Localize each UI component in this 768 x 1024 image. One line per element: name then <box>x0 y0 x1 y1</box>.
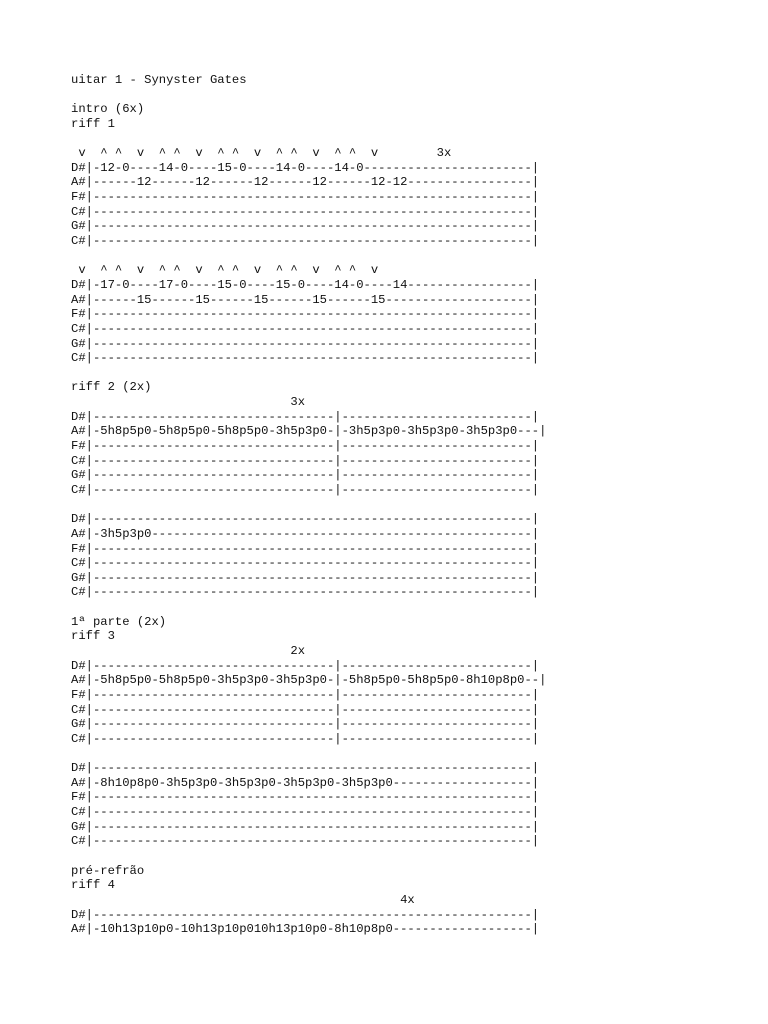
strum-pattern-line: v ^ ^ v ^ ^ v ^ ^ v ^ ^ v ^ ^ v 3x <box>71 146 452 161</box>
tab-string-line: C#|------------------------------------------------------------| <box>71 351 540 366</box>
tab-string-line: F#|------------------------------------------------------------| <box>71 541 540 556</box>
tab-string-line: F#|------------------------------------------------------------| <box>71 790 540 805</box>
tab-string-line: C#|---------------------------------|--------------------------| <box>71 702 540 717</box>
blank-line <box>71 249 751 264</box>
section-heading: intro (6x) <box>71 102 145 117</box>
tab-string-line: A#|-5h8p5p0-5h8p5p0-3h5p3p0-3h5p3p0-|-5h8p5p0-5h8p5p0-8h10p8p0--| <box>71 673 547 688</box>
tab-string-line: D#|-17-0----17-0----15-0----15-0----14-0----14-----------------| <box>71 277 540 292</box>
tab-string-line: F#|---------------------------------|--------------------------| <box>71 687 540 702</box>
tab-string-line: D#|-12-0----14-0----15-0----14-0----14-0-----------------------| <box>71 160 540 175</box>
tab-string-line: C#|------------------------------------------------------------| <box>71 556 540 571</box>
tab-string-line: D#|---------------------------------|--------------------------| <box>71 658 540 673</box>
section-heading: riff 2 (2x) <box>71 380 152 395</box>
tab-string-line: D#|------------------------------------------------------------| <box>71 907 540 922</box>
section-heading: pré-refrão <box>71 863 145 878</box>
tab-string-line: D#|---------------------------------|--------------------------| <box>71 409 540 424</box>
tab-string-line: A#|-8h10p8p0-3h5p3p0-3h5p3p0-3h5p3p0-3h5p3p0-------------------| <box>71 775 540 790</box>
tab-string-line: G#|---------------------------------|--------------------------| <box>71 717 540 732</box>
section-heading: riff 4 <box>71 878 115 893</box>
tab-string-line: C#|------------------------------------------------------------| <box>71 204 540 219</box>
tab-string-line: C#|------------------------------------------------------------| <box>71 234 540 249</box>
repeat-marker: 2x <box>71 643 306 658</box>
strum-pattern-line: v ^ ^ v ^ ^ v ^ ^ v ^ ^ v ^ ^ v <box>71 263 379 278</box>
section-heading: riff 1 <box>71 116 115 131</box>
tab-string-line: D#|------------------------------------------------------------| <box>71 761 540 776</box>
repeat-marker: 3x <box>71 395 306 410</box>
blank-line <box>71 849 751 864</box>
tab-string-line: G#|------------------------------------------------------------| <box>71 336 540 351</box>
tab-string-line: C#|------------------------------------------------------------| <box>71 834 540 849</box>
tab-string-line: C#|---------------------------------|--------------------------| <box>71 453 540 468</box>
tab-string-line: C#|---------------------------------|--------------------------| <box>71 482 540 497</box>
tab-string-line: C#|------------------------------------------------------------| <box>71 585 540 600</box>
repeat-marker: 4x <box>71 892 415 907</box>
tab-string-line: A#|-3h5p3p0----------------------------------------------------| <box>71 526 540 541</box>
blank-line <box>71 498 751 513</box>
blank-line <box>71 746 751 761</box>
section-heading: riff 3 <box>71 629 115 644</box>
blank-line <box>71 132 751 147</box>
section-heading: uitar 1 - Synyster Gates <box>71 73 247 87</box>
section-heading: 1ª parte (2x) <box>71 614 167 629</box>
tab-string-line: F#|------------------------------------------------------------| <box>71 307 540 322</box>
tab-string-line: G#|------------------------------------------------------------| <box>71 570 540 585</box>
tab-string-line: D#|------------------------------------------------------------| <box>71 512 540 527</box>
tab-string-line: A#|-5h8p5p0-5h8p5p0-5h8p5p0-3h5p3p0-|-3h5p3p0-3h5p3p0-3h5p3p0---| <box>71 424 547 439</box>
tab-string-line: A#|-10h13p10p0-10h13p10p010h13p10p0-8h10p8p0-------------------| <box>71 922 540 937</box>
tab-string-line: C#|------------------------------------------------------------| <box>71 321 540 336</box>
tablature-document <box>71 73 751 937</box>
tab-string-line: G#|------------------------------------------------------------| <box>71 819 540 834</box>
tab-string-line: G#|------------------------------------------------------------| <box>71 219 540 234</box>
tab-string-line: G#|---------------------------------|--------------------------| <box>71 468 540 483</box>
tab-string-line: C#|---------------------------------|--------------------------| <box>71 731 540 746</box>
tab-string-line: F#|---------------------------------|--------------------------| <box>71 439 540 454</box>
tab-string-line: A#|------15------15------15------15------15--------------------| <box>71 292 540 307</box>
tab-string-line: F#|------------------------------------------------------------| <box>71 190 540 205</box>
blank-line <box>71 600 751 615</box>
tab-string-line: A#|------12------12------12------12------12-12-----------------| <box>71 175 540 190</box>
blank-line <box>71 88 751 103</box>
tab-string-line: C#|------------------------------------------------------------| <box>71 805 540 820</box>
blank-line <box>71 366 751 381</box>
